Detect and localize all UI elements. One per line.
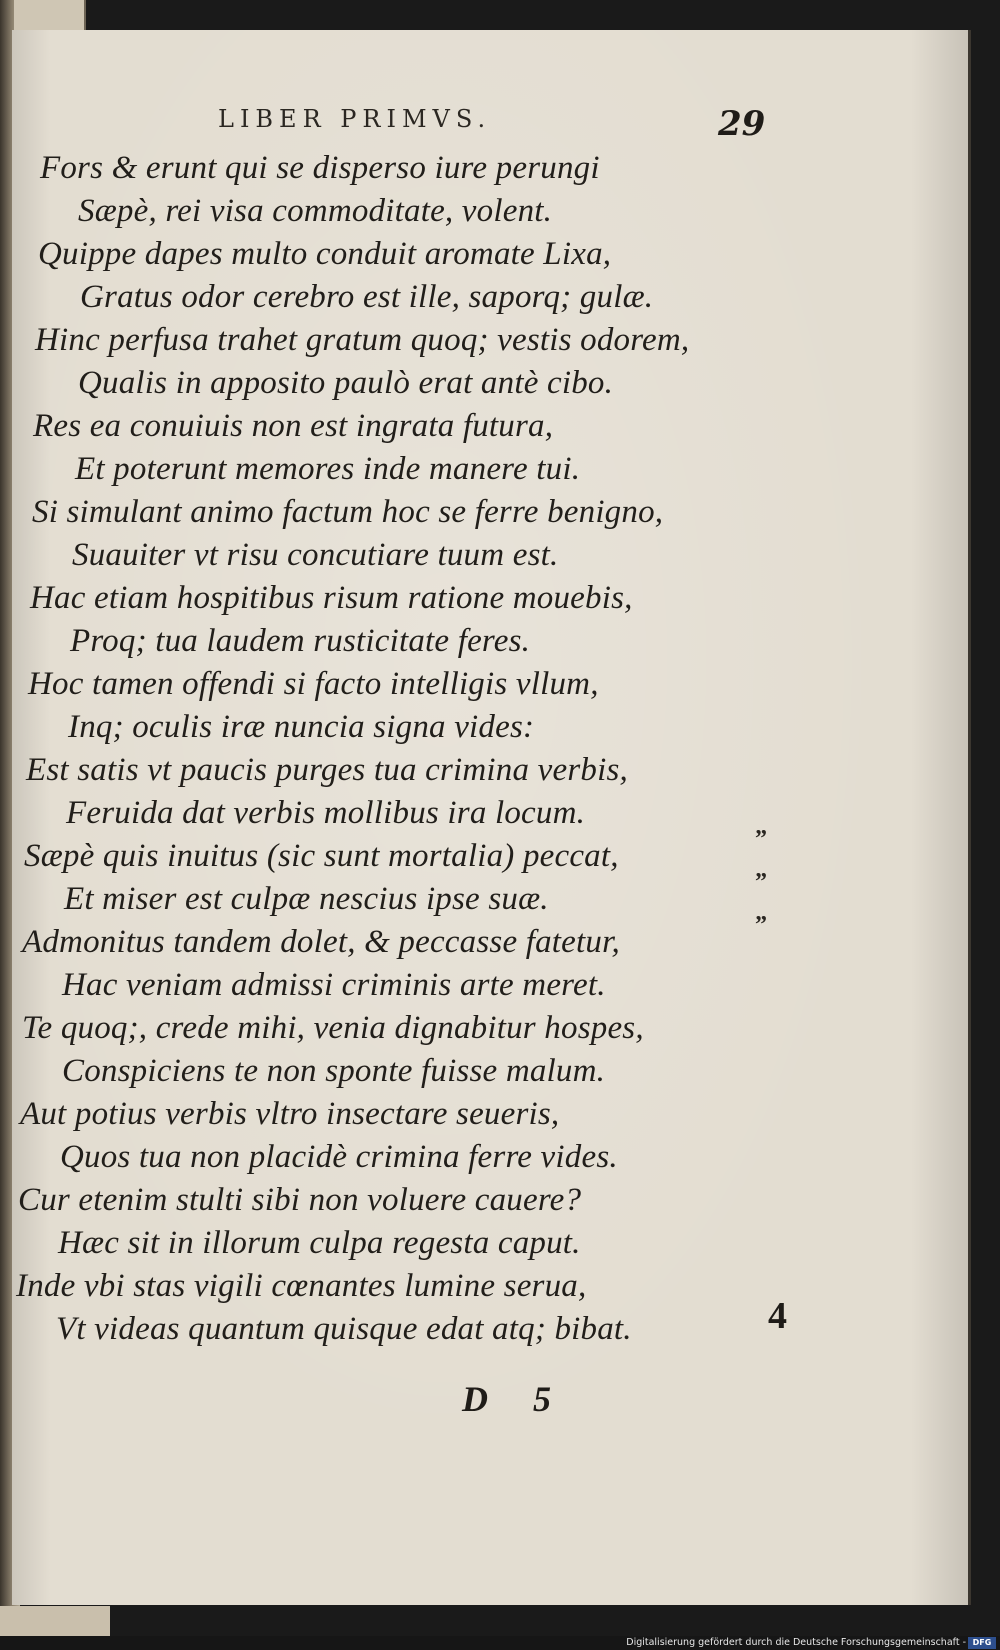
verse-line: Vt videas quantum quisque edat atq; bibat.: [56, 1311, 632, 1347]
verse-line: Sæpè quis inuitus (sic sunt mortalia) peccat,: [24, 838, 619, 874]
quotation-mark: ”: [755, 826, 767, 852]
verse-line: Est satis vt paucis purges tua crimina verbis,: [26, 752, 628, 788]
verse-line: Feruida dat verbis mollibus ira locum.: [66, 795, 586, 831]
running-head: LIBER PRIMVS.: [218, 105, 492, 133]
funding-credit: Digitalisierung gefördert durch die Deutsche Forschungsgemeinschaft -: [626, 1637, 966, 1648]
verse-line: Suauiter vt risu concutiare tuum est.: [72, 537, 559, 573]
verse-line: Et poterunt memores inde manere tui.: [75, 451, 581, 487]
verse-line: Hæc sit in illorum culpa regesta caput.: [58, 1225, 581, 1261]
page-number: 29: [718, 104, 766, 144]
verse-line: Si simulant animo factum hoc se ferre benigno,: [32, 494, 664, 530]
verse-line: Proq; tua laudem rusticitate feres.: [70, 623, 531, 659]
verse-line: Gratus odor cerebro est ille, saporq; gulæ.: [80, 279, 654, 315]
verse-line: Cur etenim stulti sibi non voluere cauere?: [18, 1182, 582, 1218]
quotation-mark: ”: [755, 912, 767, 938]
signature-mark: D 5: [462, 1379, 569, 1419]
verse-line: Inq; oculis iræ nuncia signa vides:: [68, 709, 535, 745]
page-tab-top: [14, 0, 86, 34]
verse-line: Et miser est culpæ nescius ipse suæ.: [64, 881, 549, 917]
verse-line: Qualis in apposito paulò erat antè cibo.: [78, 365, 614, 401]
marginal-number: 4: [768, 1295, 787, 1337]
verse-line: Te quoq;, crede mihi, venia dignabitur hospes,: [22, 1010, 644, 1046]
dfg-logo: DFG: [968, 1637, 996, 1649]
verse-line: Res ea conuiuis non est ingrata futura,: [33, 408, 554, 444]
verse-line: Quos tua non placidè crimina ferre vides.: [60, 1139, 618, 1175]
verse-line: Quippe dapes multo conduit aromate Lixa,: [38, 236, 612, 272]
quotation-mark: ”: [755, 869, 767, 895]
verse-line: Fors & erunt qui se disperso iure perungi: [40, 150, 600, 186]
verse-line: Sæpè, rei visa commoditate, volent.: [78, 193, 553, 229]
verse-line: Hinc perfusa trahet gratum quoq; vestis odorem,: [35, 322, 690, 358]
verse-line: Aut potius verbis vltro insectare seueris,: [20, 1096, 560, 1132]
page-tab-bottom: [0, 1606, 110, 1636]
verse-line: Hoc tamen offendi si facto intelligis vllum,: [28, 666, 599, 702]
verse-line: Inde vbi stas vigili cœnantes lumine serua,: [16, 1268, 587, 1304]
verse-line: Conspiciens te non sponte fuisse malum.: [62, 1053, 606, 1089]
verse-line: Admonitus tandem dolet, & peccasse fatetur,: [22, 924, 620, 960]
verse-line: Hac veniam admissi criminis arte meret.: [62, 967, 606, 1003]
verse-line: Hac etiam hospitibus risum ratione mouebis,: [30, 580, 633, 616]
